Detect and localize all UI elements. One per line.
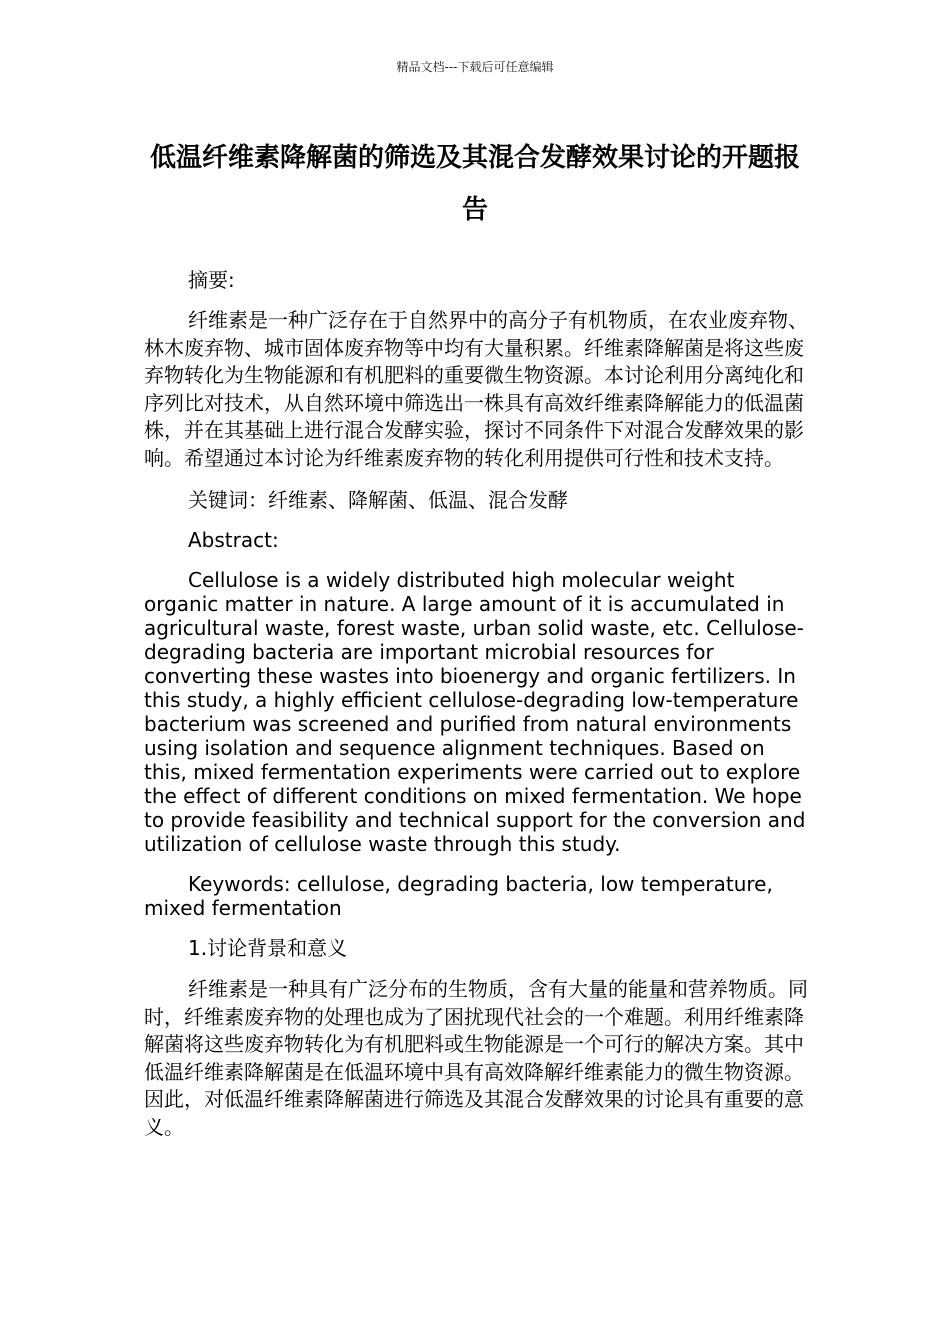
abstract-cn-paragraph: 纤维素是一种广泛存在于自然界中的高分子有机物质，在农业废弃物、林木废弃物、城市固体废弃物等中均有大量积累。纤维素降解菌是将这些废弃物转化为生物能源和有机肥料的重要微生物资源。本讨论利用分离纯化和序列比对技术，从自然环境中筛选出一株具有高效纤维素降解能力的低温菌株，并在其基础上进行混合发酵实验，探讨不同条件下对混合发酵效果的影响。希望通过本讨论为纤维素废弃物的转化利用提供可行性和技术支持。: [144, 308, 808, 470]
section1-heading: 1.讨论背景和意义: [188, 936, 348, 960]
abstract-cn-label: 摘要:: [188, 268, 235, 292]
keywords-cn: 关键词：纤维素、降解菌、低温、混合发酵: [188, 488, 568, 512]
document-title: 低温纤维素降解菌的筛选及其混合发酵效果讨论的开题报告: [149, 143, 800, 225]
abstract-en-paragraph: Cellulose is a widely distributed high molecular weight organic matter in nature. A large amount of it is accumulated in agricultural waste, forest waste, urban solid waste, etc. Cellulose-degrading bacteria are important microbial resources for converting these wastes into bioenergy and organic fertilizers. In this study, a highly efficient cellulose-degrading low-temperature bacterium was screened and purified from natural environments using isolation and sequence alignment techniques. Based on this, mixed fermentation experiments were carried out to explore the effect of different conditions on mixed fermentation. We hope to provide feasibility and technical support for the conversion and utilization of cellulose waste through this study.: [144, 568, 806, 856]
section1-paragraph: 纤维素是一种具有广泛分布的生物质，含有大量的能量和营养物质。同时，纤维素废弃物的处理也成为了困扰现代社会的一个难题。利用纤维素降解菌将这些废弃物转化为有机肥料或生物能源是一个可行的解决方案。其中低温纤维素降解菌是在低温环境中具有高效降解纤维素能力的微生物资源。因此，对低温纤维素降解菌进行筛选及其混合发酵效果的讨论具有重要的意义。: [144, 977, 808, 1139]
header-note: 精品文档---下载后可任意编辑: [396, 60, 554, 74]
document-body: [144, 268, 808, 1141]
keywords-en: Keywords: cellulose, degrading bacteria, low temperature, mixed fermentation: [144, 872, 773, 920]
abstract-en-label: Abstract:: [188, 528, 279, 552]
